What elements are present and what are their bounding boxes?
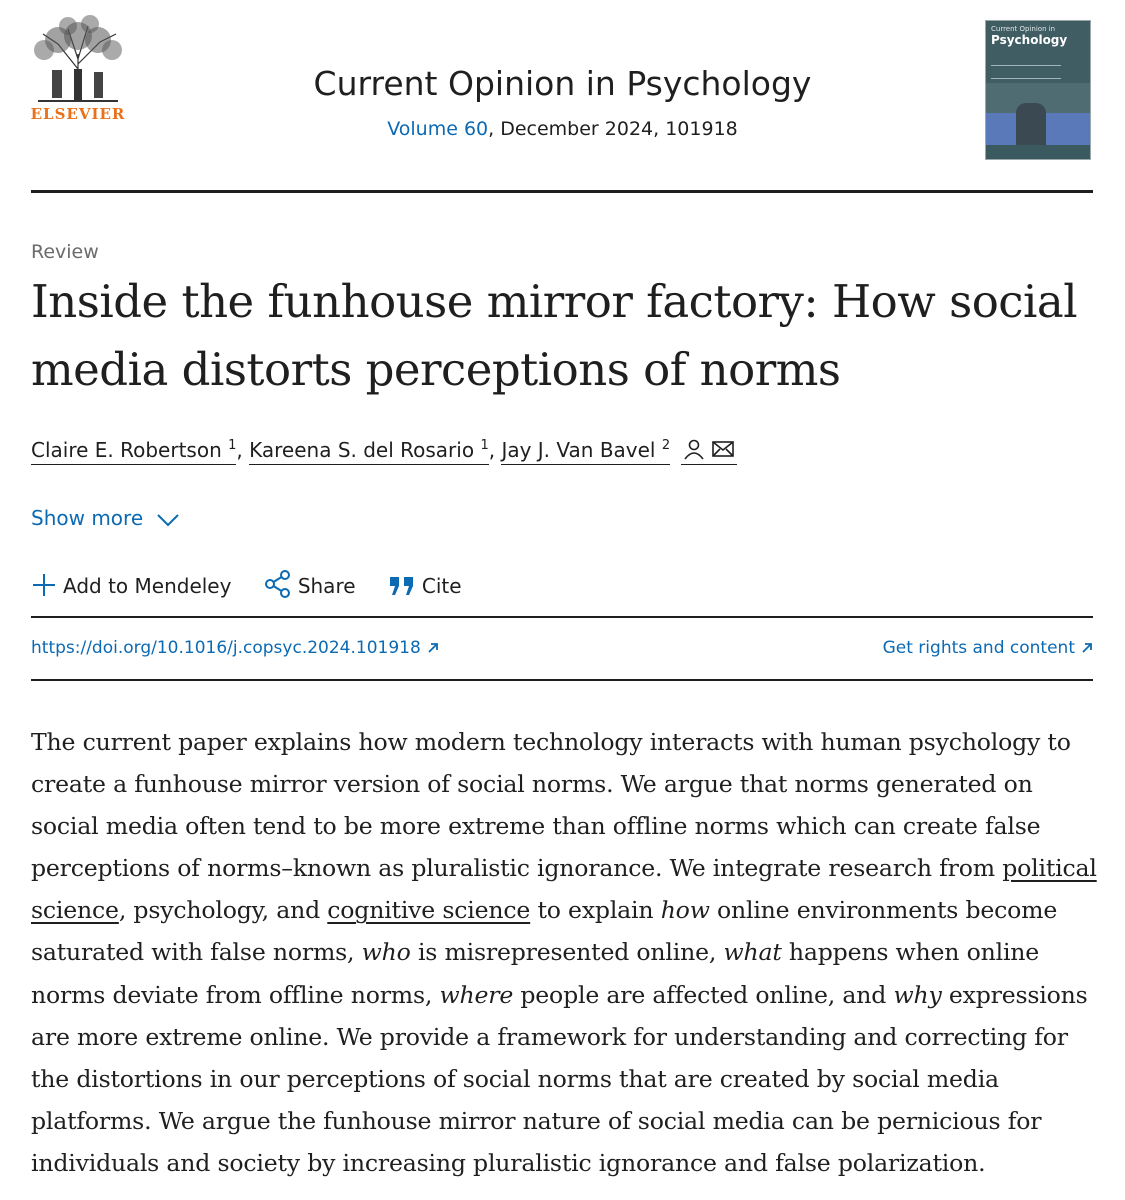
- share-button[interactable]: [264, 570, 356, 598]
- show-more-button[interactable]: [31, 506, 180, 530]
- abstract-segment: happens when online norms deviate from offline norms,: [31, 938, 1040, 1009]
- get-rights-text: Get rights and content: [882, 638, 1075, 658]
- author-link[interactable]: [31, 438, 236, 465]
- abstract-segment: is misrepresented online,: [410, 938, 724, 967]
- emphasis-why: why: [893, 980, 942, 1009]
- author-link[interactable]: [501, 438, 670, 465]
- add-to-mendeley-button[interactable]: [31, 572, 231, 598]
- doi-text: https://doi.org/10.1016/j.copsyc.2024.101918: [31, 638, 421, 658]
- plus-icon: [31, 572, 57, 598]
- abstract-segment: to explain: [530, 896, 661, 925]
- political-science-link[interactable]: political science: [31, 854, 1097, 925]
- emphasis-what: what: [723, 938, 782, 967]
- get-rights-link[interactable]: [883, 638, 1093, 658]
- journal-header: [0, 0, 1125, 192]
- journal-title[interactable]: Current Opinion in Psychology: [313, 64, 812, 103]
- volume-link[interactable]: Volume 60: [387, 118, 489, 140]
- abstract-text: [31, 721, 1101, 1184]
- header-divider: [31, 190, 1093, 193]
- cover-text-lines: [991, 65, 1061, 79]
- article-actions: [31, 570, 488, 598]
- doi-link[interactable]: [31, 638, 439, 658]
- issue-details: , December 2024, 101918: [488, 118, 738, 140]
- cover-statue: [1016, 103, 1046, 147]
- abstract-segment: expressions are more extreme online. We provide a framework for understanding and correcting for the distortions in our perceptions of social norms that are created by social media platforms. We argue the funhouse mirror nature of social media can be pernicious for individuals and society by increasing pluralistic ignorance and false polarization.: [31, 980, 1088, 1177]
- cite-label: Cite: [421, 574, 462, 598]
- author-affiliation: 1: [228, 438, 237, 453]
- author-link[interactable]: [249, 438, 489, 465]
- article-title: Inside the funhouse mirror factory: How social media distorts perceptions of norms: [31, 275, 1078, 396]
- corresponding-author-icons[interactable]: [681, 438, 737, 465]
- links-divider: [31, 679, 1093, 681]
- journal-cover-image[interactable]: [985, 20, 1091, 160]
- author-name: Claire E. Robertson: [31, 438, 222, 462]
- issue-info: [0, 118, 1125, 140]
- quote-icon: [388, 574, 416, 598]
- share-label: Share: [297, 574, 356, 598]
- cover-footer: [986, 145, 1090, 159]
- emphasis-where: where: [439, 980, 514, 1009]
- author-list: Claire E. Robertson $^1$, Kareena S. del Rosario $^1$, Jay J. Van Bavel $^2$: [31, 438, 737, 465]
- author-name: Jay J. Van Bavel: [501, 438, 656, 462]
- emphasis-how: how: [660, 896, 710, 925]
- envelope-icon: [711, 438, 735, 460]
- add-to-mendeley-label: Add to Mendeley: [63, 574, 232, 598]
- author-name: Kareena S. del Rosario: [249, 438, 475, 462]
- abstract-segment: , psychology, and: [118, 896, 328, 925]
- person-icon: [683, 438, 705, 460]
- share-icon: [264, 570, 292, 598]
- actions-divider: [31, 616, 1093, 618]
- emphasis-who: who: [361, 938, 411, 967]
- author-affiliation: 2: [661, 438, 671, 453]
- author-affiliation: 1: [480, 438, 489, 453]
- cover-title: Psychology: [991, 33, 1068, 47]
- cover-label: Current Opinion in: [991, 25, 1056, 33]
- external-link-icon: [1081, 642, 1093, 654]
- abstract-segment: The current paper explains how modern technology interacts with human psychology to create a funhouse mirror version of social norms. We argue that norms generated on social media often tend to be more extreme than offline norms which can create false perceptions of norms–known as pluralistic ignorance. We integrate research from: [31, 728, 1071, 883]
- cite-button[interactable]: [388, 574, 462, 598]
- article-type: Review: [31, 241, 99, 263]
- chevron-down-icon: [156, 512, 180, 528]
- external-link-icon: [427, 642, 439, 654]
- abstract-segment: online environments become saturated with false norms,: [31, 896, 1058, 967]
- abstract-segment: people are affected online, and: [513, 980, 894, 1009]
- elsevier-wordmark: ELSEVIER: [30, 105, 126, 123]
- cognitive-science-link[interactable]: cognitive science: [327, 896, 531, 925]
- show-more-label: Show more: [31, 506, 144, 530]
